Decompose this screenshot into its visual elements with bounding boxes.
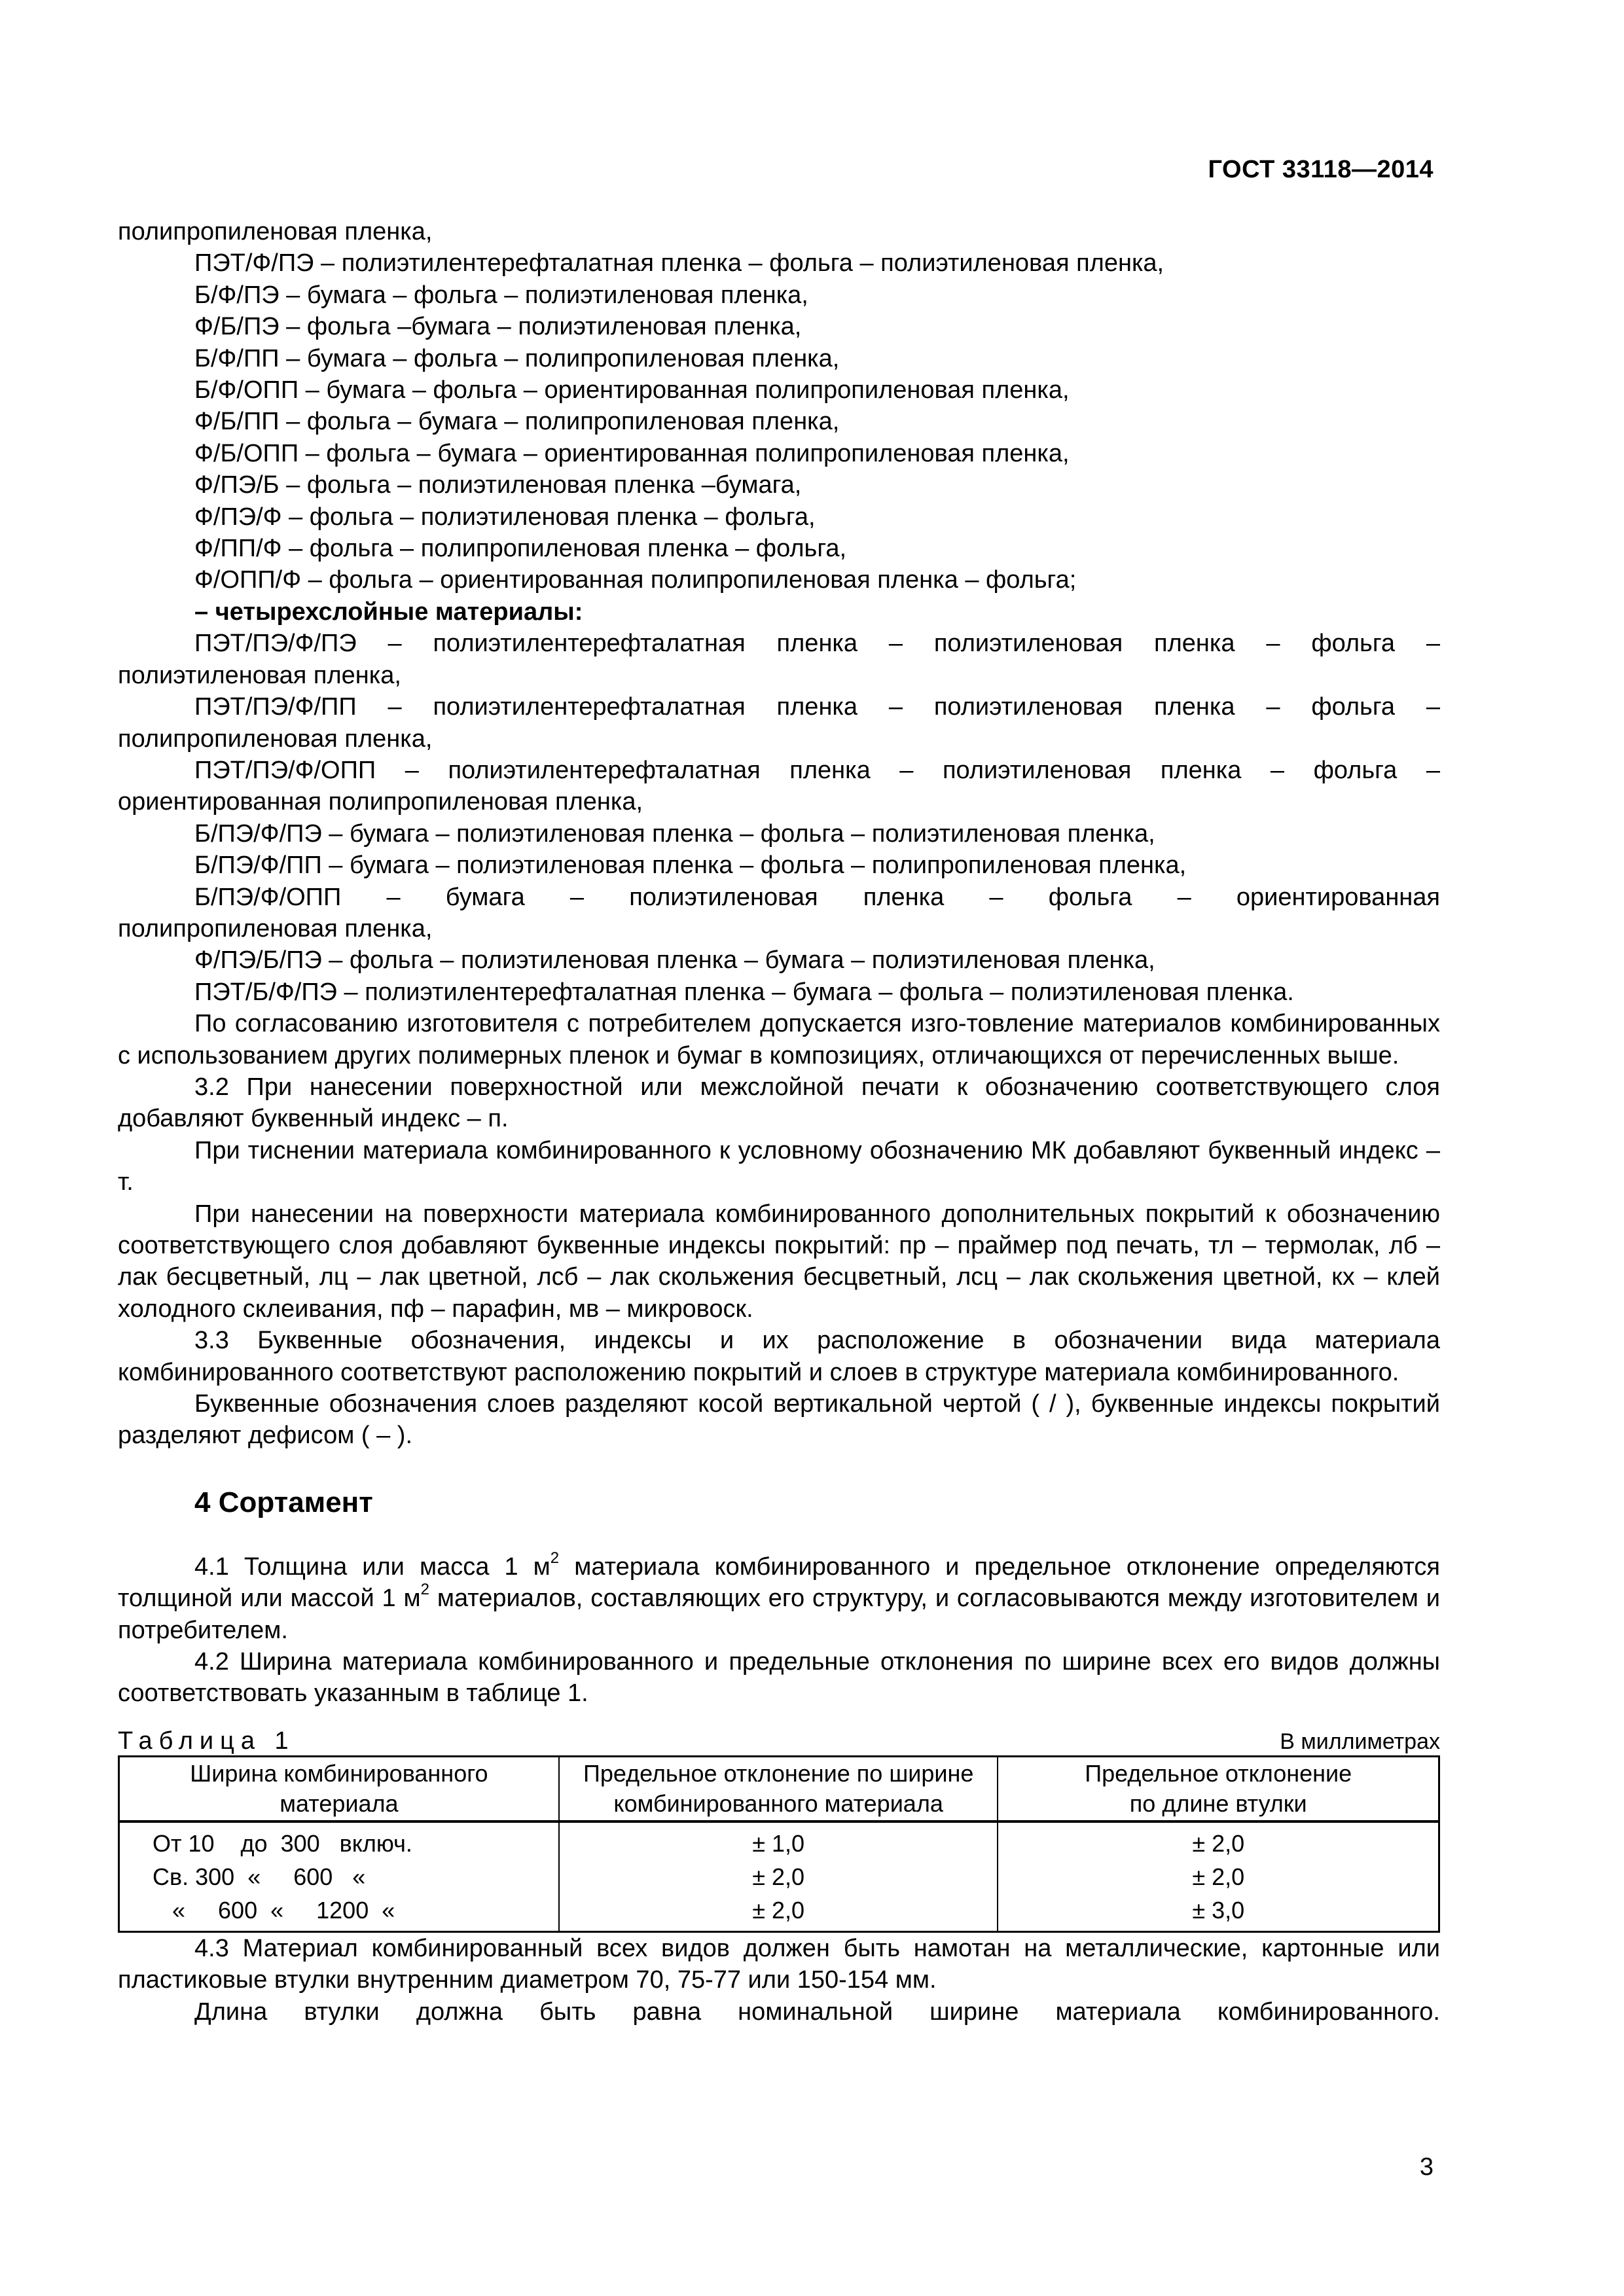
table-cell: Св. 300 « 600 «: [119, 1860, 559, 1893]
text-line: ПЭТ/Б/Ф/ПЭ – полиэтилентерефталатная пленка – бумага – фольга – полиэтиленовая пленка.: [194, 978, 1294, 1006]
text-line: Б/Ф/ПЭ – бумага – фольга – полиэтиленовая пленка,: [194, 281, 808, 309]
table-row: [119, 1821, 1439, 1860]
text-line: полиэтиленовая пленка,: [118, 661, 401, 689]
superscript: 2: [550, 1549, 560, 1567]
document-body: [118, 216, 1440, 2028]
text-line: полипропиленовая пленка,: [118, 725, 433, 753]
table-caption-row: [118, 1725, 1440, 1755]
paragraph: 3.2 При нанесении поверхностной или межслойной печати к обозначению соответствующего слоя добавляют буквенный индекс – п.: [118, 1073, 1440, 1133]
paragraph: [118, 1551, 1440, 1646]
text-line: Б/Ф/ПП – бумага – фольга – полипропиленовая пленка,: [194, 344, 840, 372]
text-line: Ф/ПЭ/Ф – фольга – полиэтиленовая пленка – фольга,: [194, 503, 816, 531]
text-line: ПЭТ/ПЭ/Ф/ПЭ – полиэтилентерефталатная пленка – полиэтиленовая пленка – фольга –: [194, 630, 1440, 658]
text-line: Ф/ПП/Ф – фольга – полипропиленовая пленка – фольга,: [194, 535, 847, 563]
text-line: полипропиленовая пленка,: [118, 914, 433, 942]
text-line: ПЭТ/ПЭ/Ф/ПП – полиэтилентерефталатная пленка – полиэтиленовая пленка – фольга –: [194, 693, 1440, 721]
text-line: Ф/ОПП/Ф – фольга – ориентированная полипропиленовая пленка – фольга;: [194, 566, 1077, 594]
paragraph-text: 4.1 Толщина или масса 1 м: [194, 1552, 550, 1581]
text-line: Ф/Б/ОПП – фольга – бумага – ориентированная полипропиленовая пленка,: [194, 439, 1070, 467]
page-number: 3: [1419, 2153, 1434, 2181]
header-text: Предельное отклонение по ширине: [583, 1759, 974, 1787]
paragraph: 4.3 Материал комбинированный всех видов должен быть намотан на металлические, картонные или пластиковые втулки внутренним диаметром 70, 75-77 или 150-154 мм.: [118, 1934, 1440, 1994]
document-header: ГОСТ 33118—2014: [1208, 156, 1434, 183]
table-row: [119, 1893, 1439, 1932]
table-cell: ± 3,0: [998, 1893, 1439, 1932]
table-cell: ± 1,0: [559, 1821, 998, 1860]
table-cell: ± 2,0: [998, 1821, 1439, 1860]
paragraph: При нанесении на поверхности материала комбинированного дополнительных покрытий к обозначению соответствующего слоя добавляют буквенные индексы покрытий: пр – праймер под печать, тл – термолак, лб – лак бесцветный, лц – лак цветной, лсб – лак скольжения бесцветный, лсц – лак скольжения цветной, кх – клей холодного склеивания, пф – парафин, мв – микровоск.: [118, 1200, 1440, 1323]
text-line: ПЭТ/Ф/ПЭ – полиэтилентерефталатная пленка – фольга – полиэтиленовая пленка,: [194, 249, 1164, 278]
header-text: по длине втулки: [1129, 1789, 1307, 1817]
paragraph-text: материала комбинированного и предельное отклонение определяются толщиной или массой 1 м: [118, 1552, 1440, 1613]
table-units: В миллиметрах: [1280, 1729, 1440, 1754]
header-text: материала: [280, 1789, 399, 1817]
table-header-cell: [998, 1756, 1439, 1821]
subheading: – четырехслойные материалы:: [194, 598, 583, 626]
section-title: 4 Сортамент: [194, 1486, 373, 1518]
table-1: [118, 1755, 1440, 1933]
table-cell: От 10 до 300 включ.: [119, 1821, 559, 1860]
text-line: Б/ПЭ/Ф/ОПП – бумага – полиэтиленовая пленка – фольга – ориентированная: [194, 883, 1440, 911]
header-text: комбинированного материала: [613, 1789, 943, 1817]
paragraph-text: материалов, составляющих его структуру, и согласовываются между изготовителем и потребителем.: [118, 1585, 1440, 1644]
text-line: Б/ПЭ/Ф/ПП – бумага – полиэтиленовая пленка – фольга – полипропиленовая пленка,: [194, 852, 1187, 880]
text-line: Ф/Б/ПЭ – фольга –бумага – полиэтиленовая пленка,: [194, 313, 802, 341]
table-header-cell: [119, 1756, 559, 1821]
table-row: [119, 1860, 1439, 1893]
table-header-row: [119, 1756, 1439, 1821]
paragraph: Буквенные обозначения слоев разделяют косой вертикальной чертой ( / ), буквенные индексы покрытий разделяют дефисом ( – ).: [118, 1390, 1440, 1450]
header-text: Ширина комбинированного: [190, 1759, 488, 1787]
text-line: Ф/ПЭ/Б/ПЭ – фольга – полиэтиленовая пленка – бумага – полиэтиленовая пленка,: [194, 946, 1155, 975]
table-cell: ± 2,0: [559, 1860, 998, 1893]
text-line: полипропиленовая пленка,: [118, 218, 433, 245]
text-line: ПЭТ/ПЭ/Ф/ОПП – полиэтилентерефталатная пленка – полиэтиленовая пленка – фольга –: [194, 756, 1440, 784]
text-line: ориентированная полипропиленовая пленка,: [118, 788, 643, 816]
table-header-cell: [559, 1756, 998, 1821]
text-line: Ф/Б/ПП – фольга – бумага – полипропиленовая пленка,: [194, 408, 840, 436]
paragraph: Длина втулки должна быть равна номинальной ширине материала комбинированного.: [194, 1998, 1440, 2026]
table-cell: « 600 « 1200 «: [119, 1893, 559, 1932]
text-line: Б/ПЭ/Ф/ПЭ – бумага – полиэтиленовая пленка – фольга – полиэтиленовая пленка,: [194, 819, 1155, 848]
table-cell: ± 2,0: [559, 1893, 998, 1932]
paragraph: По согласованию изготовителя с потребителем допускается изго-товление материалов комбинированных с использованием других полимерных пленок и бумаг в композициях, отличающихся от перечисленных выше.: [118, 1010, 1440, 1069]
text-line: Ф/ПЭ/Б – фольга – полиэтиленовая пленка –бумага,: [194, 471, 802, 499]
text-line: Б/Ф/ОПП – бумага – фольга – ориентированная полипропиленовая пленка,: [194, 376, 1070, 404]
superscript: 2: [420, 1581, 429, 1599]
paragraph: 4.2 Ширина материала комбинированного и предельные отклонения по ширине всех его видов должны соответствовать указанным в таблице 1.: [118, 1648, 1440, 1708]
header-text: Предельное отклонение: [1085, 1759, 1352, 1787]
paragraph: При тиснении материала комбинированного к условному обозначению МК добавляют буквенный индекс – т.: [118, 1136, 1440, 1196]
table-caption: Таблица 1: [118, 1727, 295, 1755]
paragraph: 3.3 Буквенные обозначения, индексы и их расположение в обозначении вида материала комбинированного соответствуют расположению покрытий и слоев в структуре материала комбинированного.: [118, 1327, 1440, 1386]
table-cell: ± 2,0: [998, 1860, 1439, 1893]
